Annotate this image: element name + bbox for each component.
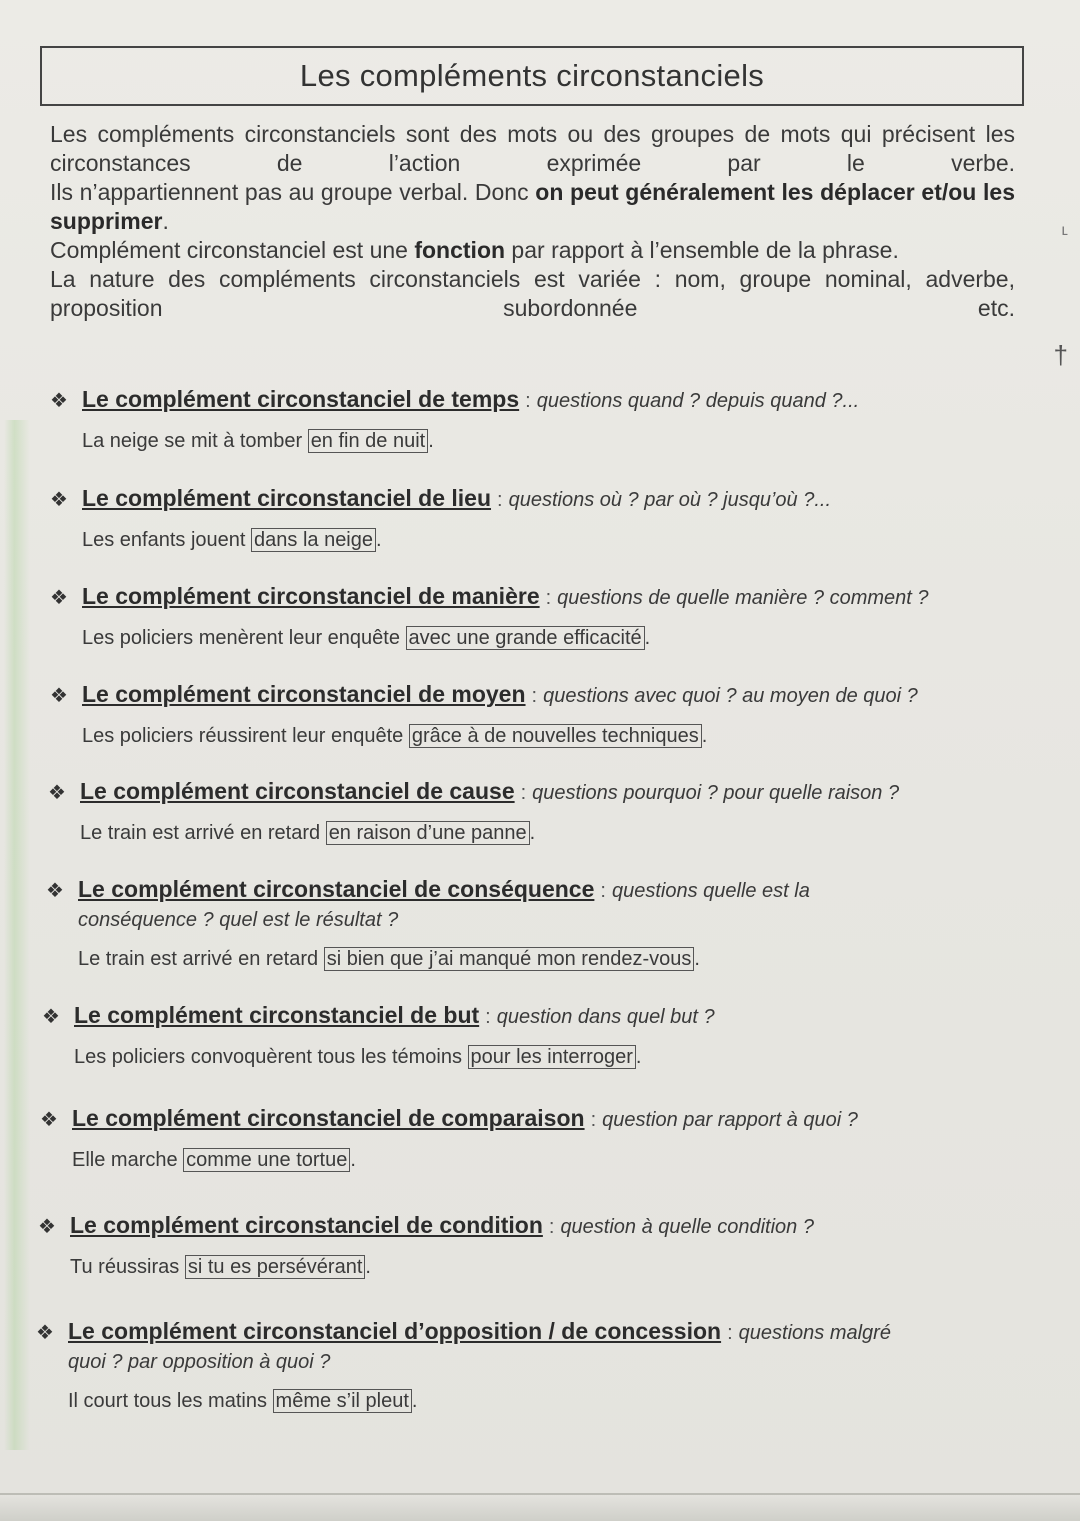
example-boxed-complement: en fin de nuit [308, 429, 429, 453]
item-question-continued: conséquence ? quel est le résultat ? [78, 909, 399, 931]
intro-line-3 [50, 236, 1015, 265]
intro-text-4: La nature des compléments circonstanciels est variée : nom, groupe nominal, adverbe, proposition subordonnée etc. [50, 266, 1015, 321]
page-bottom-edge [0, 1493, 1080, 1521]
example-boxed-complement: pour les interroger [468, 1045, 636, 1069]
intro-line-2 [50, 178, 1015, 236]
example-boxed-complement: si tu es persévérant [185, 1255, 366, 1279]
item-example [46, 948, 1006, 971]
item-separator: : [545, 587, 552, 609]
margin-mark-small: ʟ [1061, 222, 1068, 239]
item-heading: Le complément circonstanciel de manière [82, 583, 540, 609]
example-boxed-complement: comme une tortue [183, 1148, 350, 1172]
list-item [50, 679, 1010, 748]
example-end: . [701, 725, 708, 747]
example-end: . [376, 529, 382, 551]
item-example [50, 529, 1010, 552]
page-title: Les compléments circonstanciels [299, 58, 765, 93]
item-head [38, 1210, 998, 1242]
item-separator: : [520, 782, 527, 804]
example-end: . [365, 1256, 371, 1278]
diamond-bullet-icon: ❖ [50, 489, 68, 511]
item-question: questions quand ? depuis quand ?... [536, 390, 860, 412]
item-head [46, 874, 1006, 906]
item-separator: : [531, 685, 538, 707]
intro-text-3a: Complément circonstanciel est une [50, 237, 415, 263]
diamond-bullet-icon: ❖ [38, 1216, 56, 1238]
item-heading: Le complément circonstanciel de moyen [82, 681, 526, 707]
item-separator: : [590, 1109, 597, 1131]
item-head [50, 581, 1010, 613]
title-frame [40, 46, 1024, 106]
diamond-bullet-icon: ❖ [50, 390, 68, 412]
list-item [50, 581, 1010, 650]
example-boxed-complement: en raison d’une panne [326, 821, 530, 845]
example-end: . [350, 1149, 356, 1171]
highlighter-mark [4, 420, 30, 1450]
diamond-bullet-icon: ❖ [46, 880, 64, 902]
example-end: . [428, 430, 434, 452]
item-question: questions de quelle manière ? comment ? [557, 587, 929, 609]
item-separator: : [525, 390, 531, 412]
intro-text-2c: . [162, 208, 169, 234]
example-text: Les policiers réussirent leur enquête [82, 725, 409, 747]
item-example [36, 1390, 996, 1413]
item-separator: : [727, 1322, 733, 1344]
example-text: Le train est arrivé en retard [78, 948, 324, 970]
item-question: questions malgré [738, 1322, 891, 1344]
example-boxed-complement: avec une grande efficacité [406, 626, 645, 650]
example-text: La neige se mit à tomber [82, 430, 308, 452]
item-question: questions quelle est la [611, 880, 810, 902]
example-text: Elle marche [72, 1149, 184, 1171]
item-question: questions pourquoi ? pour quelle raison ? [532, 782, 900, 804]
diamond-bullet-icon: ❖ [48, 782, 66, 804]
item-head [40, 1103, 1000, 1135]
item-separator: : [548, 1216, 555, 1238]
example-text: Les enfants jouent [82, 529, 252, 551]
item-example [50, 430, 1010, 453]
example-end: . [644, 627, 651, 649]
item-heading: Le complément circonstanciel de conséquence [78, 876, 595, 902]
intro-text-3b-bold: fonction [414, 237, 506, 263]
example-boxed-complement: dans la neige [251, 528, 376, 552]
list-item [38, 1210, 998, 1279]
example-text: Il court tous les matins [68, 1390, 273, 1412]
intro-line-4 [50, 265, 1015, 323]
example-boxed-complement: même s’il pleut [273, 1389, 412, 1413]
item-separator: : [600, 880, 606, 902]
item-heading: Le complément circonstanciel d’opposition / de concession [68, 1318, 722, 1344]
item-example [38, 1256, 998, 1279]
example-end: . [694, 948, 700, 970]
diamond-bullet-icon: ❖ [40, 1109, 58, 1131]
example-boxed-complement: si bien que j’ai manqué mon rendez-vous [324, 947, 695, 971]
item-question: question par rapport à quoi ? [602, 1109, 858, 1131]
item-separator: : [497, 489, 503, 511]
item-example [42, 1046, 1002, 1069]
diamond-bullet-icon: ❖ [50, 587, 68, 609]
item-question: questions avec quoi ? au moyen de quoi ? [543, 685, 918, 707]
example-end: . [529, 822, 536, 844]
item-question: question dans quel but ? [496, 1006, 715, 1028]
list-item [46, 874, 1006, 971]
diamond-bullet-icon: ❖ [50, 685, 68, 707]
item-heading: Le complément circonstanciel de comparaison [72, 1105, 585, 1131]
item-example [50, 627, 1010, 650]
intro-line-1 [50, 120, 1015, 178]
item-head [50, 679, 1010, 711]
list-item [50, 483, 1010, 552]
example-text: Tu réussiras [70, 1256, 185, 1278]
item-heading: Le complément circonstanciel de cause [80, 778, 515, 804]
intro-text-2b-bold: on peut généralement les déplacer et/ou les supprimer [50, 179, 1015, 234]
item-example [40, 1149, 1000, 1172]
intro-text-3c: par rapport à l’ensemble de la phrase. [505, 237, 899, 263]
item-head [36, 1316, 996, 1348]
example-end: . [411, 1390, 418, 1412]
intro-text-2a: Ils n’appartiennent pas au groupe verbal. Donc [50, 179, 536, 205]
list-item [50, 384, 1010, 453]
intro-text-1: Les compléments circonstanciels sont des mots ou des groupes de mots qui précisent les circonstances de l’action exprimée par le verbe. [50, 121, 1015, 176]
example-text: Les policiers convoquèrent tous les témoins [74, 1046, 468, 1068]
item-example [48, 822, 1008, 845]
item-heading: Le complément circonstanciel de lieu [82, 485, 492, 511]
example-boxed-complement: grâce à de nouvelles techniques [409, 724, 702, 748]
item-heading: Le complément circonstanciel de but [74, 1002, 480, 1028]
example-end: . [635, 1046, 642, 1068]
intro-paragraph [50, 120, 1015, 323]
diamond-bullet-icon: ❖ [42, 1006, 60, 1028]
item-heading: Le complément circonstanciel de temps [82, 386, 520, 412]
item-head [50, 483, 1010, 515]
item-question-continued: quoi ? par opposition à quoi ? [68, 1351, 331, 1373]
example-text: Les policiers menèrent leur enquête [82, 627, 406, 649]
item-separator: : [485, 1006, 491, 1028]
list-item [40, 1103, 1000, 1172]
item-question: question à quelle condition ? [560, 1216, 814, 1238]
item-heading: Le complément circonstanciel de condition [70, 1212, 543, 1238]
item-head [42, 1000, 1002, 1032]
item-head [50, 384, 1010, 416]
list-item [48, 776, 1008, 845]
margin-mark-cross: † [1053, 340, 1068, 370]
list-item [36, 1316, 996, 1413]
example-text: Le train est arrivé en retard [80, 822, 326, 844]
item-question: questions où ? par où ? jusqu’où ?... [508, 489, 832, 511]
item-example [50, 725, 1010, 748]
item-head [48, 776, 1008, 808]
diamond-bullet-icon: ❖ [36, 1322, 54, 1344]
list-item [42, 1000, 1002, 1069]
